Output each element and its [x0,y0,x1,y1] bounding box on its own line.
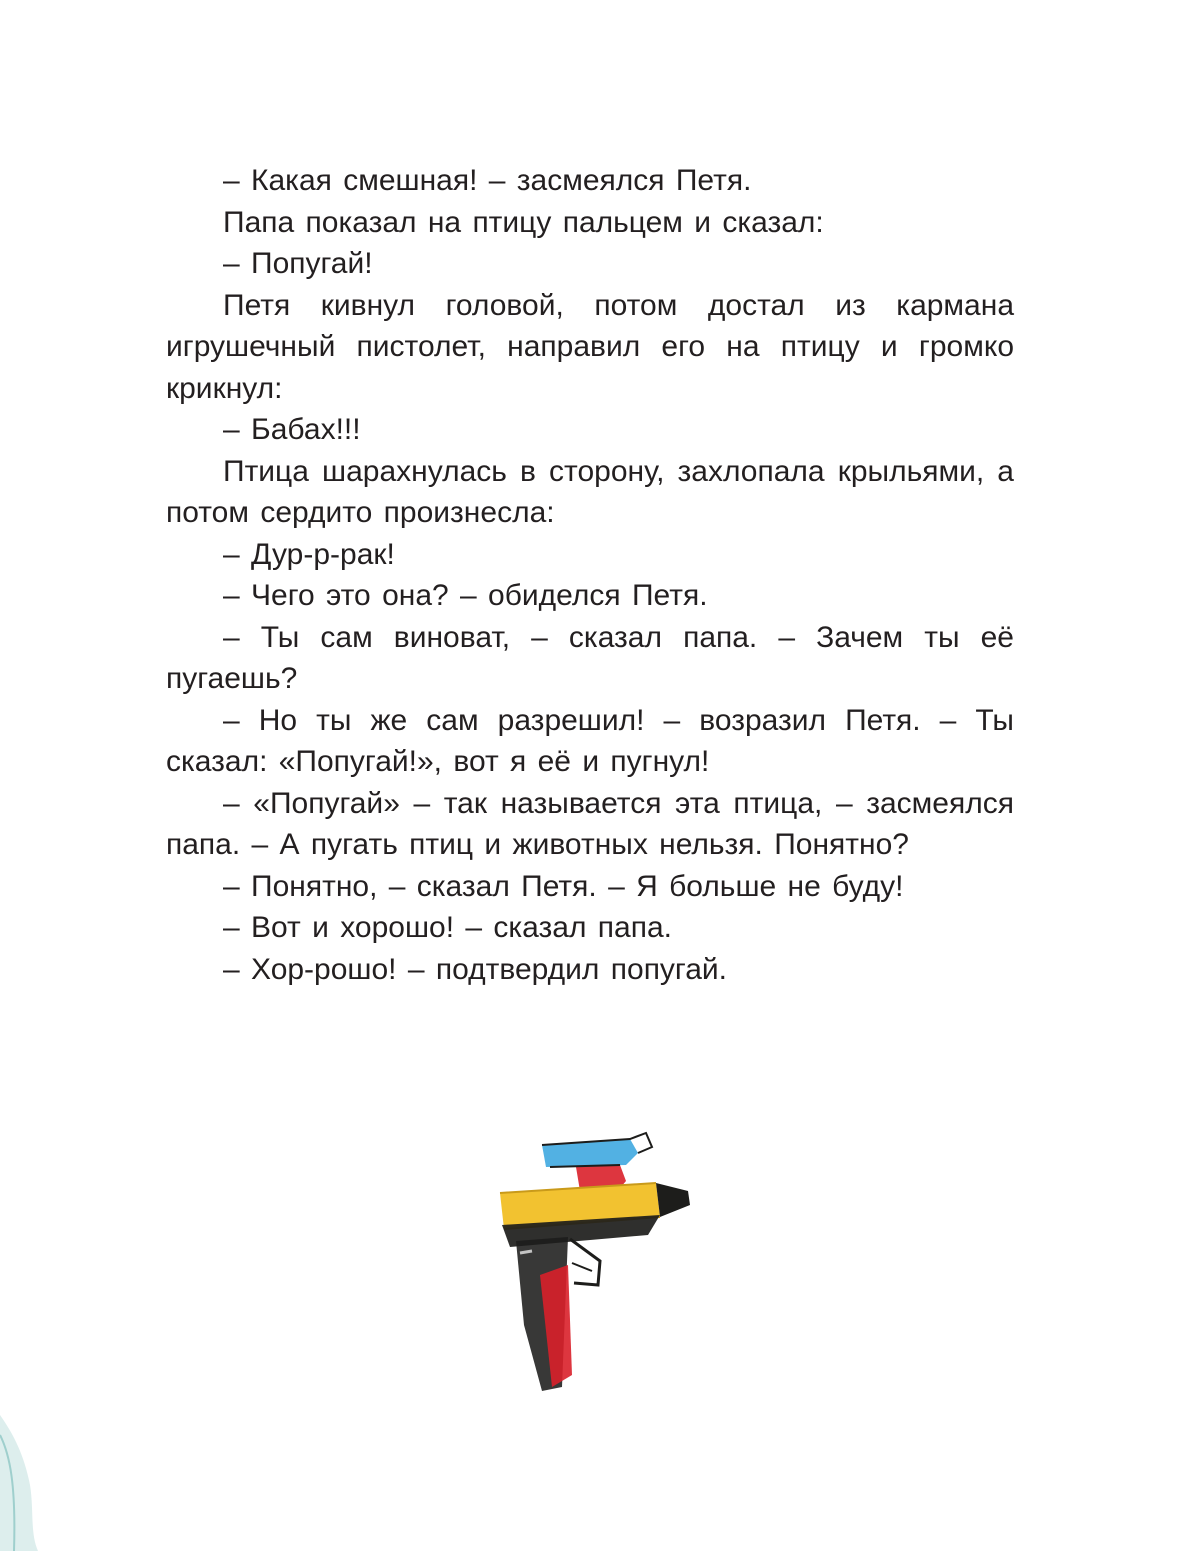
paragraph: Петя кивнул головой, потом достал из кармана игрушечный пистолет, направил его на птицу и громко крикнул: [166,288,1014,405]
paragraph: – Вот и хорошо! – сказал папа. [223,911,672,944]
paragraph: – Какая смешная! – засмеялся Петя. [223,164,752,197]
paragraph: – Попугай! [223,247,373,280]
paragraph: – «Попугай» – так называется эта птица, – засмеялся папа. – А пугать птиц и животных нельзя. Понятно? [166,786,1014,861]
paragraph: Птица шарахнулась в сторону, захлопала крыльями, а потом сердито произнесла: [166,454,1014,529]
paragraph: – Ты сам виноват, – сказал папа. – Зачем ты её пугаешь? [166,620,1014,695]
pencil-tip-shape [656,1183,690,1217]
story-text [166,160,1014,990]
corner-decoration [0,1415,40,1551]
paragraph: Папа показал на птицу пальцем и сказал: [223,205,824,239]
paragraph: – Хор-рошо! – подтвердил попугай. [223,952,727,986]
paragraph: – Но ты же сам разрешил! – возразил Петя. – Ты сказал: «Попугай!», вот я её и пугнул! [166,703,1014,778]
toy-pistol-drawing-icon [480,1125,700,1400]
paragraph: – Бабах!!! [223,413,361,446]
paragraph: – Дур-р-рак! [223,537,395,571]
paragraph: – Чего это она? – обиделся Петя. [223,579,708,612]
paragraph: – Понятно, – сказал Петя. – Я больше не буду! [223,869,904,903]
